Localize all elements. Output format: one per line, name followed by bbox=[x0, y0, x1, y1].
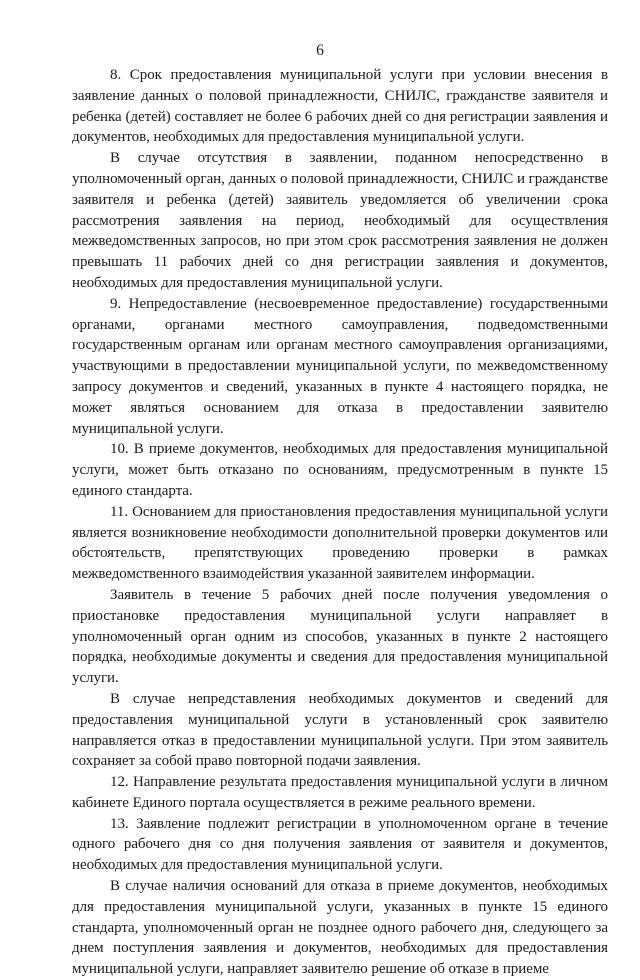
paragraph-13-refusal-grounds: В случае наличия оснований для отказа в приеме документов, необходимых для предоставления муниципальной услуги, указанных в пункте 15 единого стандарта, уполномоченный орган не позднее одного рабочего дня, следующего за днем поступления заявления и документов, необходимых для предоставления муниципальной услуги, направляет заявителю решение об отказе в приеме bbox=[72, 878, 608, 978]
paragraph-8: 8. Срок предоставления муниципальной услуги при условии внесения в заявление данных о половой принадлежности, СНИЛС, гражданстве заявителя и ребенка (детей) составляет не более 6 рабочих дней со дня регистрации заявления и документов, необходимых для предоставления муниципальной услуги. bbox=[72, 67, 608, 146]
paragraph-11-refusal: В случае непредставления необходимых документов и сведений для предоставления муниципальной услуги в установленный срок заявителю направляется отказ в предоставлении муниципальной услуги. При этом заявитель сохраняет за собой право повторной подачи заявления. bbox=[72, 690, 608, 770]
page-number: 6 bbox=[316, 42, 324, 59]
paragraph-13: 13. Заявление подлежит регистрации в уполномоченном органе в течение одного рабочего дня со дня получения заявления от заявителя и документов, необходимых для предоставления муниципальной услуги. bbox=[72, 815, 608, 874]
paragraph-12: 12. Направление результата предоставления муниципальной услуги в личном кабинете Единого портала осуществляется в режиме реального времени. bbox=[72, 774, 608, 811]
paragraph-9: 9. Непредоставление (несвоевременное предоставление) государственными органами, органами местного самоуправления, подведомственными государственным органам или органам местного самоуправления организациями, участвующими в предоставлении муниципальной услуги, по межведомственному запросу документов и сведений, указанных в пункте 4 настоящего порядка, не может являться основанием для отказа в предоставлении заявителю муниципальной услуги. bbox=[72, 295, 608, 437]
document-body bbox=[72, 65, 608, 980]
paragraph-10: 10. В приеме документов, необходимых для предоставления муниципальной услуги, может быть отказано по основаниям, предусмотренным в пункте 15 единого стандарта. bbox=[72, 441, 608, 499]
paragraph-11: 11. Основанием для приостановления предоставления муниципальной услуги является возникновение необходимости дополнительной проверки документов или обстоятельств, препятствующих проведению проверки в рамках межведомственного взаимодействия указанной заявителем информации. bbox=[72, 503, 608, 583]
paragraph-11-applicant-term: Заявитель в течение 5 рабочих дней после получения уведомления о приостановке предоставления муниципальной услуги направляет в уполномоченный орган одним из способов, указанных в пункте 2 настоящего порядка, необходимые документы и сведения для предоставления муниципальной услуги. bbox=[72, 586, 608, 687]
paragraph-8-extension: В случае отсутствия в заявлении, поданном непосредственно в уполномоченный орган, данных о половой принадлежности, СНИЛС и гражданстве заявителя и ребенка (детей) заявитель уведомляется об увеличении срока рассмотрения заявления на период, необходимый для осуществления межведомственных запросов, но при этом срок рассмотрения заявления не должен превышать 11 рабочих дней со дня регистрации заявления и документов, необходимых для предоставления муниципальной услуги. bbox=[72, 150, 608, 291]
